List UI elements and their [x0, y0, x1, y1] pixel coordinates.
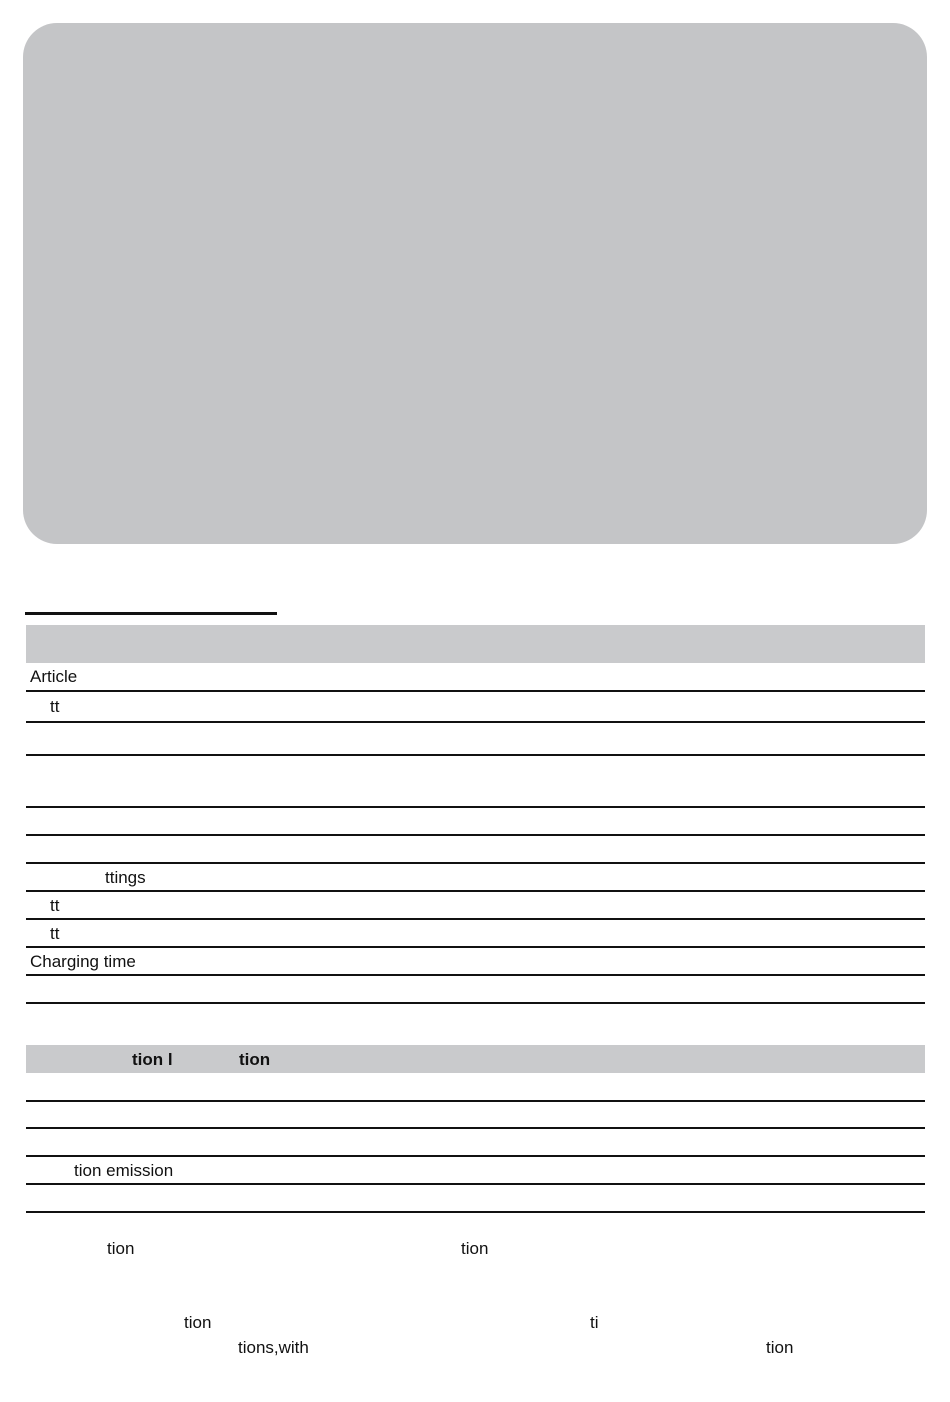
table-row — [26, 723, 925, 756]
table-row — [26, 948, 925, 976]
paragraph-fragment: tion — [184, 1313, 212, 1332]
paragraph-fragment: tion — [107, 1239, 135, 1258]
spec-label: tt — [50, 923, 60, 943]
second-header-part2: tion — [239, 1049, 271, 1069]
second-header-part1: tion l — [132, 1049, 173, 1069]
table-row — [26, 1073, 925, 1102]
paragraph-fragment: ti — [590, 1313, 599, 1332]
paragraph-fragment: tion — [461, 1239, 489, 1258]
second-table — [26, 1045, 925, 1213]
table-row — [26, 920, 925, 948]
table-row — [26, 976, 925, 1004]
table-row — [26, 892, 925, 920]
spec-table — [26, 625, 925, 1004]
table-row — [26, 864, 925, 892]
table-row — [26, 836, 925, 864]
paragraph-fragment: tions,with — [238, 1338, 309, 1357]
paragraph-fragment: tion — [766, 1338, 794, 1357]
spec-label: Charging time — [30, 951, 136, 971]
product-image-placeholder — [23, 23, 927, 544]
table-row — [26, 1129, 925, 1157]
table-row — [26, 663, 925, 692]
spec-label: tt — [50, 895, 60, 915]
spec-label: tt — [50, 697, 60, 716]
spec-label: ttings — [105, 867, 146, 887]
table-row — [26, 1157, 925, 1185]
spec-label: Article — [30, 667, 78, 686]
table-row — [26, 1102, 925, 1129]
table-row — [26, 692, 925, 723]
second-table-header — [26, 1045, 925, 1073]
table-row — [26, 756, 925, 808]
spec-table-header — [26, 625, 925, 663]
second-label: tion emission — [74, 1160, 174, 1180]
section-heading-underline — [25, 612, 277, 615]
table-row — [26, 808, 925, 836]
table-row — [26, 1185, 925, 1213]
